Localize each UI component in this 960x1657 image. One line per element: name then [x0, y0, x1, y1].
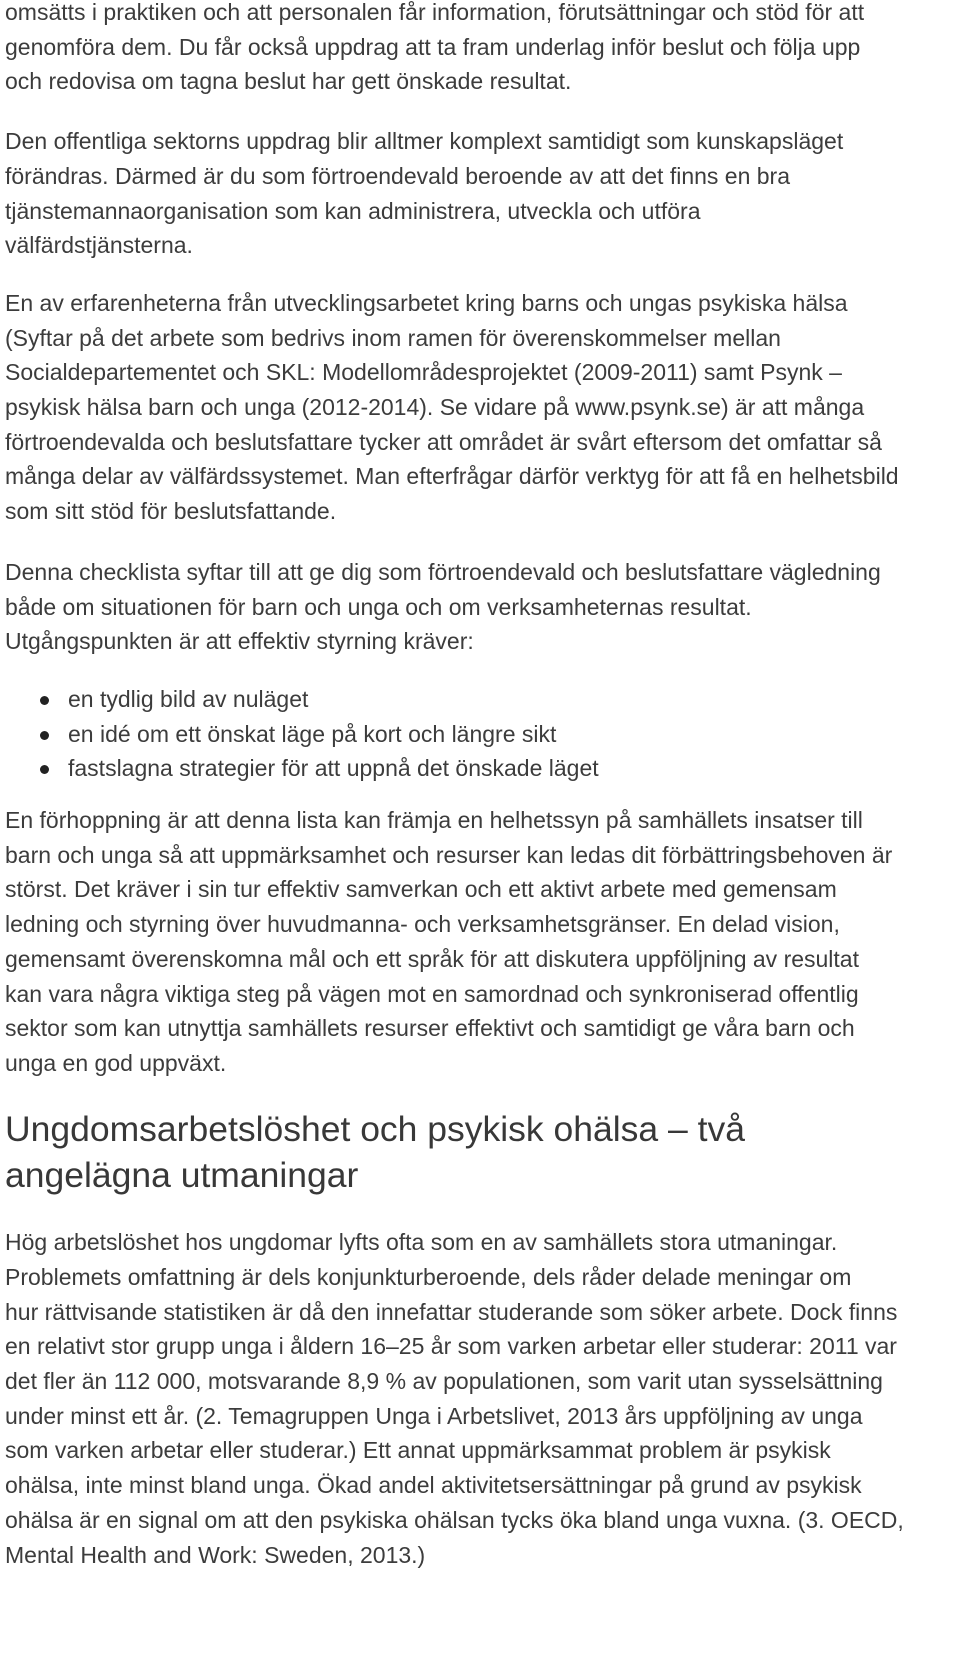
text-line: Problemets omfattning är dels konjunkturberoende, dels råder delade meningar om	[5, 1263, 852, 1290]
text-line: genomföra dem. Du får också uppdrag att ta fram underlag inför beslut och följa upp	[5, 33, 861, 60]
text-line: Denna checklista syftar till att ge dig som förtroendevald och beslutsfattare vägledning	[5, 558, 881, 585]
text-line: under minst ett år. (2. Temagruppen Unga i Arbetslivet, 2013 års uppföljning av unga	[5, 1402, 863, 1429]
bullet-icon	[40, 765, 49, 774]
paragraph-checklist-purpose	[5, 555, 960, 659]
text-line: det fler än 112 000, motsvarande 8,9 % av populationen, som varit utan sysselsättning	[5, 1368, 883, 1394]
text-line: Hög arbetslöshet hos ungdomar lyfts ofta som en av samhällets stora utmaningar.	[5, 1229, 838, 1256]
text-line: som varken arbetar eller studerar.) Ett annat uppmärksammat problem är psykisk	[5, 1437, 831, 1464]
list-item-label: en idé om ett önskat läge på kort och längre sikt	[68, 720, 557, 747]
paragraph-public-sector	[5, 124, 960, 263]
heading-line: angelägna utmaningar	[5, 1154, 359, 1195]
text-line: Utgångspunkten är att effektiv styrning kräver:	[5, 628, 474, 655]
text-line: hur rättvisande statistiken är då den innefattar studerande som söker arbete. Dock finns	[5, 1298, 898, 1325]
paragraph-intro-continued	[5, 0, 960, 99]
text-line: (Syftar på det arbete som bedrivs inom ramen för överenskommelser mellan	[5, 324, 781, 351]
text-line: Den offentliga sektorns uppdrag blir alltmer komplext samtidigt som kunskapsläget	[5, 128, 844, 155]
paragraph-experiences	[5, 286, 960, 529]
text-line: välfärdstjänsterna.	[5, 232, 193, 259]
text-line: En förhoppning är att denna lista kan främja en helhetssyn på samhällets insatser till	[5, 807, 863, 834]
section-heading	[5, 1106, 960, 1198]
paragraph-section-body	[5, 1225, 960, 1572]
text-line: både om situationen för barn och unga och om verksamheternas resultat.	[5, 593, 752, 620]
list-item	[5, 717, 960, 752]
list-item-label: en tydlig bild av nuläget	[68, 685, 309, 712]
text-line: Socialdepartementet och SKL: Modellområdesprojektet (2009-2011) samt Psynk –	[5, 359, 842, 386]
bullet-list	[5, 682, 960, 786]
bullet-icon	[40, 696, 49, 705]
text-line: tjänstemannaorganisation som kan administrera, utveckla och utföra	[5, 197, 701, 224]
list-item-label: fastslagna strategier för att uppnå det önskade läget	[68, 755, 599, 782]
text-line: kan vara några viktiga steg på vägen mot en samordnad och synkroniserad offentlig	[5, 980, 859, 1007]
text-line: ledning och styrning över huvudmanna- och verksamhetsgränser. En delad vision,	[5, 911, 840, 938]
text-line: Mental Health and Work: Sweden, 2013.)	[5, 1541, 426, 1568]
text-line: omsätts i praktiken och att personalen får information, förutsättningar och stöd för att	[5, 0, 865, 25]
heading-line: Ungdomsarbetslöshet och psykisk ohälsa – två	[5, 1108, 745, 1149]
text-line: förändras. Därmed är du som förtroendevald beroende av att det finns en bra	[5, 162, 791, 189]
paragraph-closing	[5, 803, 960, 1081]
text-line: som sitt stöd för beslutsfattande.	[5, 498, 337, 525]
text-line: en relativt stor grupp unga i åldern 16–25 år som varken arbetar eller studerar: 2011 var	[5, 1333, 897, 1360]
text-line: sektor som kan utnyttja samhällets resurser effektivt och samtidigt ge våra barn och	[5, 1015, 855, 1042]
text-line: och redovisa om tagna beslut har gett önskade resultat.	[5, 68, 572, 95]
list-item	[5, 751, 960, 786]
list-item	[5, 682, 960, 717]
text-line: psykisk hälsa barn och unga (2012-2014). Se vidare på www.psynk.se) är att många	[5, 394, 865, 421]
text-line: unga en god uppväxt.	[5, 1049, 227, 1076]
text-line: ohälsa är en signal om att den psykiska ohälsan tycks öka bland unga vuxna. (3. OECD,	[5, 1506, 904, 1533]
text-line: störst. Det kräver i sin tur effektiv samverkan och ett aktivt arbete med gemensam	[5, 876, 837, 903]
text-line: ohälsa, inte minst bland unga. Ökad andel aktivitetsersättningar på grund av psykisk	[5, 1472, 862, 1499]
text-line: förtroendevalda och beslutsfattare tycker att området är svårt eftersom det omfattar så	[5, 428, 882, 455]
bullet-icon	[40, 731, 49, 740]
text-line: gemensamt överenskomna mål och ett språk för att diskutera uppföljning av resultat	[5, 945, 859, 972]
text-line: många delar av välfärdssystemet. Man efterfrågar därför verktyg för att få en helhetsbild	[5, 463, 899, 490]
text-line: En av erfarenheterna från utvecklingsarbetet kring barns och ungas psykiska hälsa	[5, 289, 848, 316]
text-line: barn och unga så att uppmärksamhet och resurser kan ledas dit förbättringsbehoven är	[5, 841, 893, 868]
